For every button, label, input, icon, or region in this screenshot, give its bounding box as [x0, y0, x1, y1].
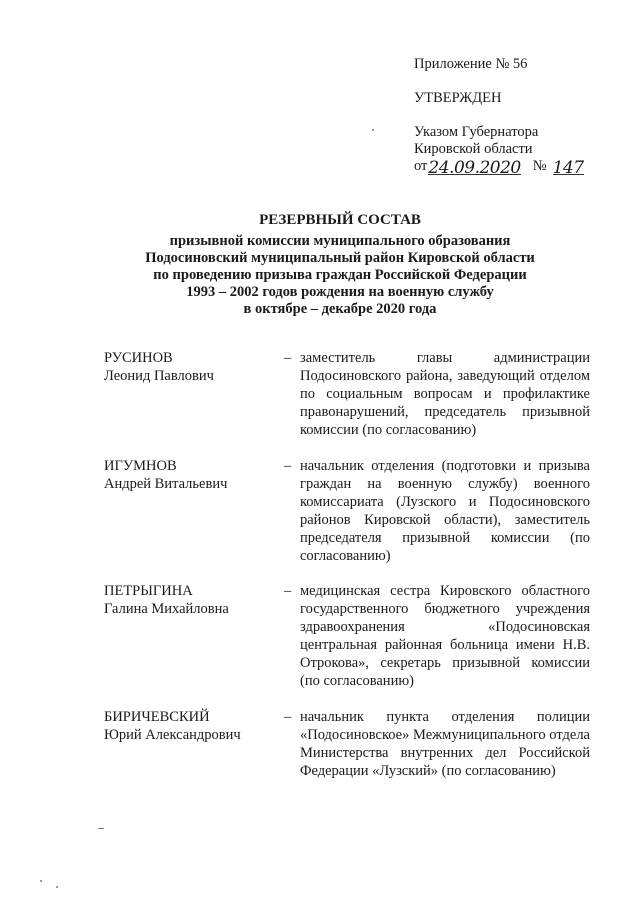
- decree-date-number-row: [414, 158, 614, 178]
- member-surname: БИРИЧЕВСКИЙ: [104, 709, 210, 725]
- decree-number-field: [552, 158, 584, 178]
- appendix-number: Приложение № 56: [414, 56, 528, 72]
- member-name: [104, 457, 284, 493]
- member-role: начальник отделения (подготовки и призыва граждан на военную службу) военного комиссариата (Лузского и Подосиновского районов Кировской области), заместитель председателя призывной комиссии (по согласованию): [300, 458, 590, 564]
- title-line-1: призывной комиссии муниципального образования: [169, 233, 511, 249]
- member-name: [104, 349, 284, 385]
- decree-line-2: Кировской области: [414, 141, 533, 157]
- title-main: РЕЗЕРВНЫЙ СОСТАВ: [259, 212, 421, 228]
- member-surname: ПЕТРЫГИНА: [104, 583, 193, 599]
- member-given-name: Галина Михайловна: [104, 601, 229, 617]
- member-given-name: Юрий Александрович: [104, 727, 241, 743]
- member-given-name: Леонид Павлович: [104, 368, 214, 384]
- decree-date-handwritten: 24.09.2020: [428, 158, 521, 178]
- scan-speck: [40, 880, 42, 882]
- decree-date-field: [428, 158, 521, 178]
- decree-number-handwritten: 147: [552, 158, 584, 178]
- member-surname: ИГУМНОВ: [104, 458, 177, 474]
- number-label: №: [532, 158, 547, 174]
- approval-stamp: [414, 56, 614, 178]
- member-role: начальник пункта отделения полиции «Подосиновское» Межмуниципального отдела Министерства внутренних дел Российской Федерации «Лузский» (по согласованию): [300, 709, 590, 779]
- member-role: медицинская сестра Кировского областного государственного бюджетного учреждения здравоохранения «Подосиновская центральная районная больница имени Н.В. Отрокова», секретарь призывной комиссии (по согласованию): [300, 583, 590, 689]
- approved-label: УТВЕРЖДЕН: [414, 90, 502, 106]
- title-line-5: в октябре – декабре 2020 года: [243, 301, 437, 317]
- member-name: [104, 708, 284, 744]
- from-label: от: [414, 158, 428, 174]
- member-surname: РУСИНОВ: [104, 350, 173, 366]
- member-dash: –: [284, 709, 292, 725]
- member-role: заместитель главы администрации Подосиновского района, заведующий отделом по социальным вопросам и профилактике правонарушений, председатель призывной комиссии (по согласованию): [300, 350, 590, 438]
- member-given-name: Андрей Витальевич: [104, 476, 228, 492]
- member-dash: –: [284, 350, 292, 366]
- scan-speck: [372, 129, 374, 131]
- title-line-2: Подосиновский муниципальный район Кировской области: [145, 250, 535, 266]
- decree-line-1: Указом Губернатора: [414, 124, 539, 140]
- member-name: [104, 582, 284, 618]
- member-dash: –: [284, 458, 292, 474]
- title-line-3: по проведению призыва граждан Российской Федерации: [153, 267, 527, 283]
- member-dash: –: [284, 583, 292, 599]
- title-line-4: 1993 – 2002 годов рождения на военную службу: [186, 284, 494, 300]
- scan-speck: [56, 886, 58, 888]
- scan-speck: [98, 828, 104, 829]
- document-title: [100, 212, 580, 318]
